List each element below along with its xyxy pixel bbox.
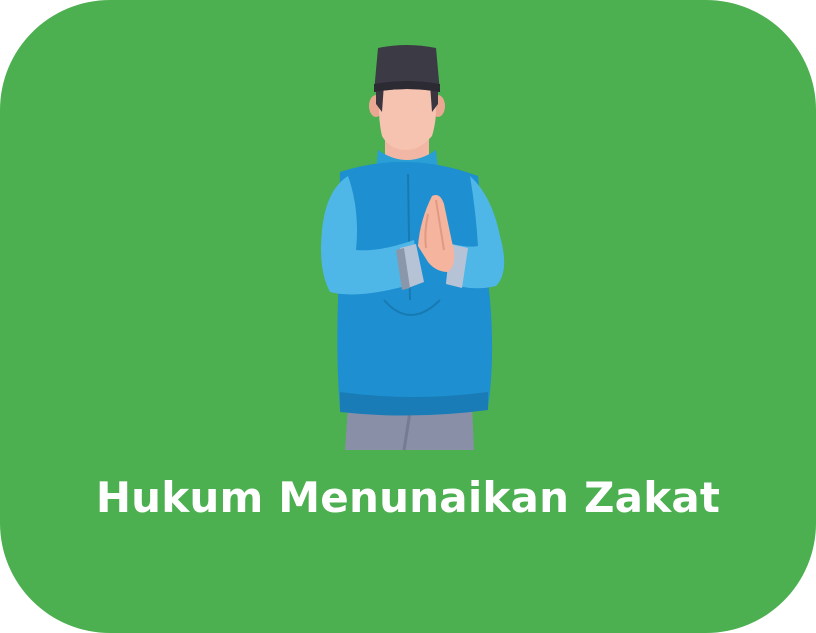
card-title: Hukum Menunaikan Zakat [95,473,721,522]
face [379,84,436,150]
man-greeting-illustration [300,40,530,452]
